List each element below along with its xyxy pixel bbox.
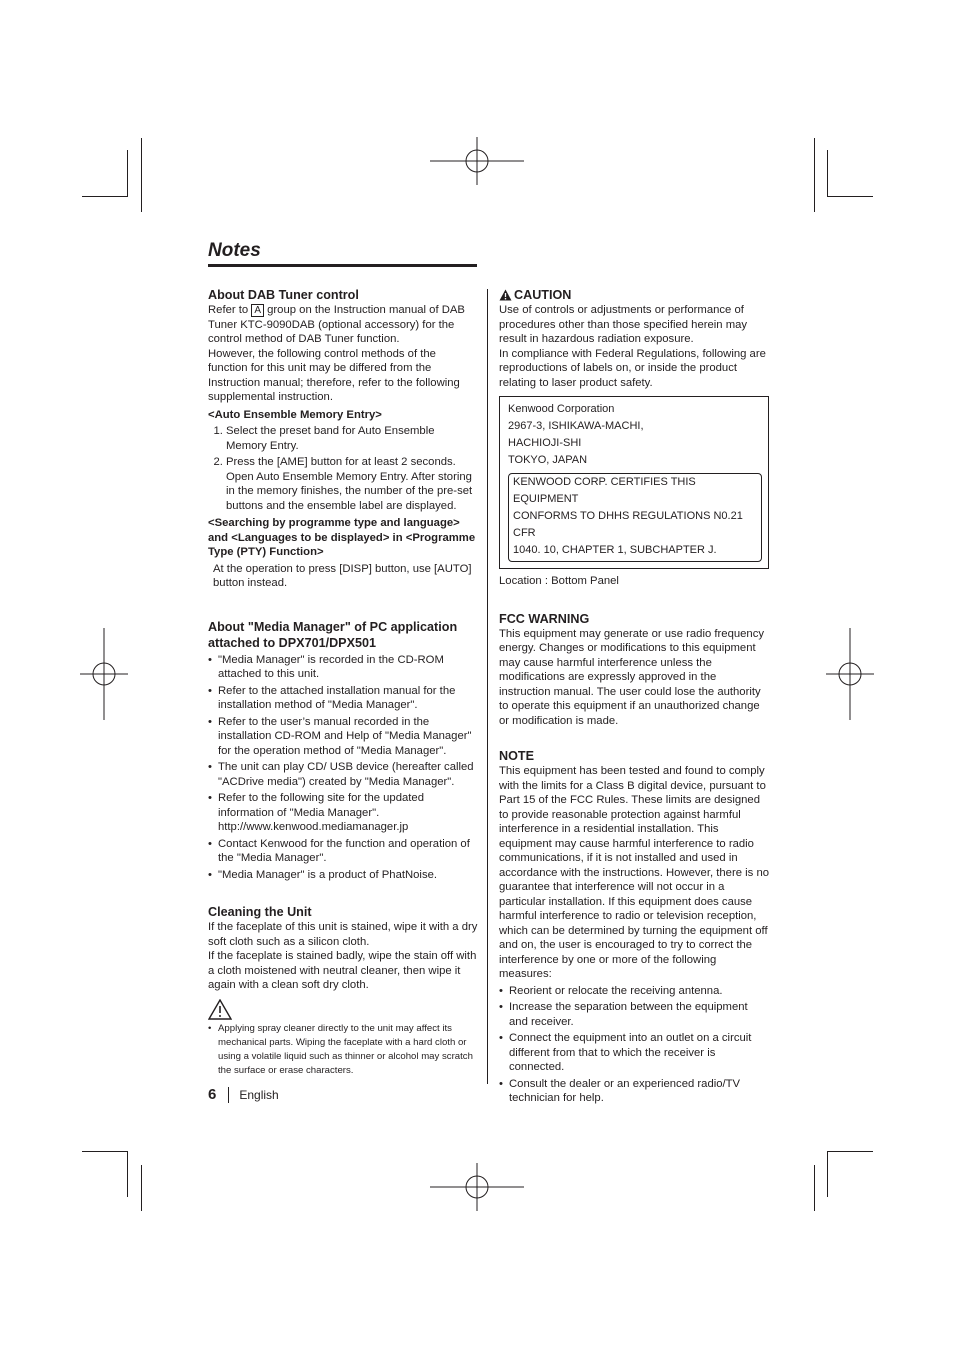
search-text: At the operation to press [DISP] button, use [AUTO] button instead. bbox=[213, 562, 472, 589]
caution-triangle-icon bbox=[499, 289, 512, 301]
label-line: 2967-3, ISHIKAWA-MACHI, bbox=[508, 420, 644, 432]
ame-heading: <Auto Ensemble Memory Entry> bbox=[208, 408, 382, 421]
fcc-text: This equipment may generate or use radio frequency energy. Changes or modifications to this equipment may cause harmful interference unless the modifications are expressly approved in the instruction manual. The user could lose the authority to operate this equipment if an unauthorized change or modification is made. bbox=[499, 627, 764, 727]
dab-para1: Refer to A group on the Instruction manual of DAB Tuner KTC-9090DAB (optional accessory) for the control method of DAB Tuner function. bbox=[208, 304, 465, 345]
media-section bbox=[208, 619, 478, 883]
note-bullets bbox=[499, 984, 769, 1106]
note-section bbox=[499, 748, 769, 1106]
registration-mark-left bbox=[80, 628, 128, 720]
caution-section bbox=[499, 287, 769, 390]
registration-mark-top bbox=[430, 137, 524, 185]
cert-line: CONFORMS TO DHHS REGULATIONS N0.21 CFR bbox=[513, 510, 743, 539]
label-line: HACHIOJI-SHI bbox=[508, 437, 582, 449]
footer-separator bbox=[228, 1087, 229, 1103]
ame-steps bbox=[208, 424, 478, 513]
list-item: • Increase the separation between the equipment and receiver. bbox=[499, 1000, 769, 1029]
label-location: Location : Bottom Panel bbox=[499, 575, 619, 587]
cleaning-section bbox=[208, 904, 478, 1078]
right-column bbox=[499, 287, 769, 1108]
fcc-section bbox=[499, 611, 769, 729]
caution-heading: CAUTION bbox=[514, 288, 572, 302]
list-item: • The unit can play CD/ USB device (hereafter called "ACDrive media") created by "Media Manager". bbox=[208, 760, 478, 789]
left-column bbox=[208, 287, 478, 1080]
dab-section bbox=[208, 287, 478, 591]
list-item: • "Media Manager" is recorded in the CD-ROM attached to this unit. bbox=[208, 653, 478, 682]
registration-mark-right bbox=[826, 628, 874, 720]
list-item: • Consult the dealer or an experienced radio/TV technician for help. bbox=[499, 1077, 769, 1106]
caution-para1: Use of controls or adjustments or performance of procedures other than those specified herein may result in hazardous radiation exposure. bbox=[499, 304, 748, 345]
list-item: • Refer to the following site for the updated information of "Media Manager". http://www.kenwood.mediamanager.jp bbox=[208, 791, 478, 835]
fcc-heading: FCC WARNING bbox=[499, 611, 590, 626]
registration-mark-bottom bbox=[430, 1163, 524, 1211]
page-title: Notes bbox=[208, 240, 261, 261]
page-number: 6 bbox=[208, 1086, 217, 1103]
column-divider bbox=[487, 289, 488, 1084]
label-line: Kenwood Corporation bbox=[508, 403, 615, 415]
media-heading: About "Media Manager" of PC application attached to DPX701/DPX501 bbox=[208, 619, 458, 650]
search-heading: <Searching by programme type and language> and <Languages to be displayed> in <Programme Type (PTY) Function> bbox=[208, 517, 476, 558]
cleaning-para1: If the faceplate of this unit is stained, wipe it with a dry soft cloth such as a silicon cloth. bbox=[208, 921, 478, 948]
note-text: This equipment has been tested and found to comply with the limits for a Class B digital device, pursuant to Part 15 of the FCC Rules. These limits are designed to provide reasonable protection against harmful interference in a residential installation. This equipment may cause harmful interference to radio communications, if it is not installed and used in accordance with the instructions. However, there is no guarantee that interference will not occur in a particular installation. If this equipment does cause harmful interference to radio or television reception, which can be determined by turning the equipment off and on, the user is encouraged to try to correct the interference by one or more of the following measures: bbox=[499, 765, 770, 980]
cleaning-heading: Cleaning the Unit bbox=[208, 905, 312, 919]
cert-line: KENWOOD CORP. CERTIFIES THIS EQUIPMENT bbox=[513, 476, 696, 505]
list-item: • Refer to the user’s manual recorded in the installation CD-ROM and Help of "Media Manager" for the operation method of "Media Manager". bbox=[208, 715, 478, 759]
group-a-box: A bbox=[251, 304, 264, 317]
list-item: • Refer to the attached installation manual for the installation method of "Media Manager". bbox=[208, 684, 478, 713]
cert-line: 1040. 10, CHAPTER 1, SUBCHAPTER J. bbox=[513, 544, 717, 556]
dab-para2: However, the following control methods of the function for this unit may be differed from the Instruction manual; therefore, refer to the following supplemental instruction. bbox=[208, 347, 460, 403]
media-bullets bbox=[208, 653, 478, 883]
title-rule bbox=[208, 264, 477, 267]
laser-label-box bbox=[499, 396, 769, 569]
caution-para2: In compliance with Federal Regulations, following are reproductions of labels on, or inside the product relating to laser product safety. bbox=[499, 347, 766, 389]
page-language: English bbox=[239, 1087, 279, 1102]
cleaning-para2: If the faceplate is stained badly, wipe the stain off with a cloth moistened with neutral cleaner, then wipe it again with a clean soft dry cloth. bbox=[208, 950, 477, 991]
warning-triangle-icon bbox=[208, 999, 232, 1020]
label-line: TOKYO, JAPAN bbox=[508, 454, 588, 466]
list-item: • Connect the equipment into an outlet on a circuit different from that to which the receiver is connected. bbox=[499, 1031, 769, 1075]
cleaning-warning bbox=[208, 1022, 478, 1078]
certification-box bbox=[508, 473, 762, 562]
list-item: • "Media Manager" is a product of PhatNoise. bbox=[208, 868, 478, 883]
list-item: • Reorient or relocate the receiving antenna. bbox=[499, 984, 769, 999]
note-heading: NOTE bbox=[499, 749, 534, 763]
ame-step: 2. Press the [AME] button for at least 2 seconds. Open Auto Ensemble Memory Entry. After storing in the memory finishes, the number of the pre-set buttons and the ensemble label are displayed. bbox=[226, 455, 478, 513]
ame-step: 1. Select the preset band for Auto Ensemble Memory Entry. bbox=[226, 424, 478, 453]
page-footer bbox=[208, 1086, 279, 1103]
list-item: • Applying spray cleaner directly to the unit may affect its mechanical parts. Wiping the faceplate with a hard cloth or using a volatile liquid such as thinner or alcohol may scratch the surface or erase characters. bbox=[208, 1022, 478, 1078]
list-item: • Contact Kenwood for the function and operation of the "Media Manager". bbox=[208, 837, 478, 866]
dab-heading: About DAB Tuner control bbox=[208, 288, 359, 302]
